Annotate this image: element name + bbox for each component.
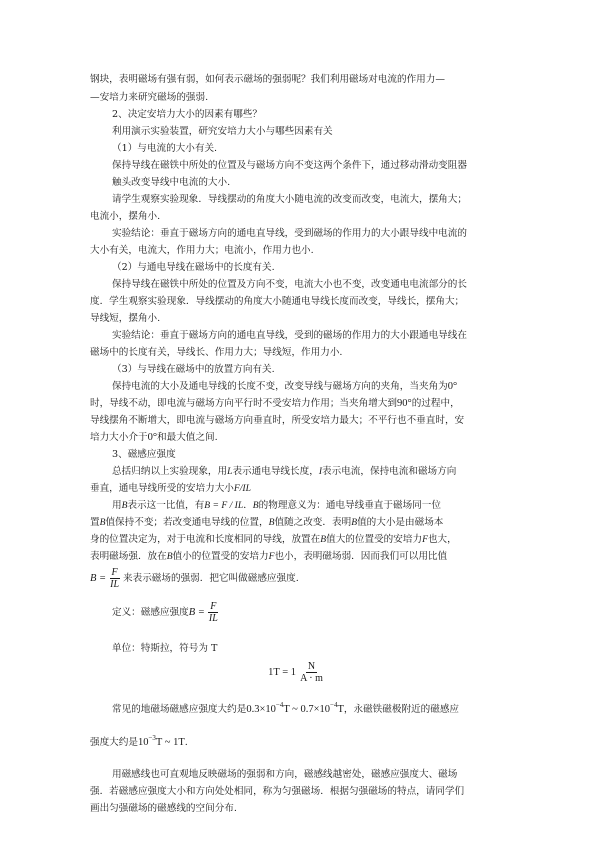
text-line <box>90 734 510 749</box>
text-run: 的过程中， <box>411 398 460 409</box>
math-var: B <box>351 517 358 528</box>
text-line: 度．学生观察实验现象．导线摆动的角度大小随通电导线长度而改变，导线长，摆角大； <box>90 296 465 307</box>
text-line: 钢块，表明磁场有强有弱，如何表示磁场的强弱呢？我们利用磁场对电流的作用力— <box>90 74 445 85</box>
text-line: 触头改变导线中电流的大小. <box>112 177 231 188</box>
equation-lhs-text: B = <box>188 607 205 618</box>
text-run: 也大， <box>427 534 457 545</box>
text-run: 来表示磁场的强弱．把它叫做磁感应强度. <box>123 573 299 584</box>
subheading: （1）与电流的大小有关. <box>112 143 218 154</box>
fraction <box>108 567 121 590</box>
text-line: 保持导线在磁铁中所处的位置及与磁场方向不变这两个条件下，通过移动滑动变阻器 <box>112 160 467 171</box>
math-value <box>137 734 185 748</box>
text-run: ，永磁铁磁极附近的磁感应 <box>343 704 460 715</box>
text-run: 身的位置决定为，对于电流和长度相同的导线，放置在 <box>90 534 321 545</box>
text-line: 画出匀强磁场的磁感线的空间分布. <box>90 803 237 814</box>
unit-line: 单位：特斯拉，符号为 T <box>112 643 218 654</box>
text-run: 定义：磁感应强度 <box>112 607 189 618</box>
math-value <box>246 701 344 715</box>
text-line: 导线短，摆角小. <box>90 313 161 324</box>
text-line <box>90 517 510 529</box>
section-heading: 3、磁感应强度 <box>112 449 176 460</box>
fraction <box>298 661 325 684</box>
fraction-numerator: F <box>210 601 217 612</box>
angle-value: 0° <box>447 381 458 392</box>
text-run: 培力大小介于 <box>90 432 148 443</box>
text-run: 总括归纳以上实验现象，用 <box>112 466 228 477</box>
text-run: 表示电流，保持电流和磁场方向 <box>322 466 457 477</box>
math-base: 10 <box>137 737 149 748</box>
text-run: 表示这一比值，有 <box>127 500 205 511</box>
text-run: 保持电流的大小及通电导线的长度不变，改变导线与磁场方向的夹角，当夹角为 <box>112 381 448 392</box>
math-unit: T ~ 1T <box>155 737 185 748</box>
text-line: 用磁感线也可直观地反映磁场的强弱和方向，磁感线越密处，磁感应强度大、磁场 <box>112 769 458 780</box>
equation-line <box>90 566 510 592</box>
text-run: 表示通电导线长度， <box>232 466 319 477</box>
math-exponent: −4 <box>275 701 284 709</box>
text-line: —安培力来研究磁场的强弱. <box>90 92 209 103</box>
text-line: 实验结论：垂直于磁场方向的通电直导线，受到磁场的作用力的大小跟导线中电流的 <box>112 228 467 239</box>
fraction-denominator: IL <box>208 613 218 624</box>
fraction-numerator: N <box>307 661 316 672</box>
math-var: B <box>166 551 173 562</box>
math-base: 0.3×10 <box>246 704 276 715</box>
text-line <box>90 483 510 495</box>
text-run: 表明磁场强．放在 <box>90 551 167 562</box>
math-var: L <box>227 466 233 477</box>
angle-value: 0° <box>147 432 158 443</box>
unit-equation-lhs: 1T = 1 <box>268 667 297 678</box>
text-run: 值小的位置受的安培力 <box>172 551 269 562</box>
text-run: 用 <box>112 500 122 511</box>
text-line <box>90 534 510 546</box>
math-var: B <box>252 500 259 511</box>
text-run: . <box>184 737 188 748</box>
math-var: B <box>99 517 106 528</box>
text-line <box>90 432 510 444</box>
text-run: 也小，表明磁场弱．因而我们可以用比值 <box>274 551 448 562</box>
math-var: B <box>320 534 327 545</box>
text-line: 磁场中的长度有关，导线长、作用力大；导线短，作用力小. <box>90 347 343 358</box>
angle-value: 90° <box>397 398 412 409</box>
unit-equation <box>0 660 595 686</box>
text-run: 常见的地磁场磁感应强度大约是 <box>112 704 247 715</box>
text-line <box>112 381 510 393</box>
math-base: T ~ 0.7×10 <box>283 704 331 715</box>
math-var: B <box>268 517 275 528</box>
fraction <box>207 601 220 624</box>
fraction-denominator: A · m <box>300 673 323 684</box>
text-run: ． <box>243 500 253 511</box>
text-line <box>112 466 510 478</box>
math-var: I <box>318 466 323 477</box>
text-run: 强度大约是 <box>90 737 138 748</box>
text-run: 和最大值之间. <box>157 432 218 443</box>
text-line <box>90 551 510 563</box>
equation-lhs <box>90 573 106 584</box>
text-run: 值随之改变．表明 <box>274 517 352 528</box>
math-exponent: −4 <box>330 701 338 709</box>
text-run: 垂直，通电导线所受的安培力大小 <box>90 483 234 494</box>
equation-lhs <box>189 607 205 618</box>
text-run: 值大的位置受的安培力 <box>326 534 423 545</box>
math-var: F <box>422 534 428 545</box>
definition-line <box>112 600 510 626</box>
text-line: 实验结论：垂直于磁场方向的通电直导线，受到的磁场的作用力的大小跟通电导线在 <box>112 330 467 341</box>
text-line <box>112 701 510 716</box>
text-line: 请学生观察实验现象．导线摆动的角度大小随电流的改变而改变，电流大，摆角大； <box>112 194 467 205</box>
text-line: 强．若磁感应强度大小和方向处处相同，称为匀强磁场．根据匀强磁场的特点，请同学们 <box>90 786 465 797</box>
text-line: 电流小，摆角小. <box>90 211 161 222</box>
text-run: 的物理意义为：通电导线垂直于磁场同一位 <box>258 500 441 511</box>
text-line <box>90 398 510 410</box>
subheading: （3）与导线在磁场中的放置方向有关. <box>112 364 275 375</box>
subheading: （2）与通电导线在磁场中的长度有关. <box>112 262 275 273</box>
text-run: 时，导线不动，即电流与磁场方向平行时不受安培力作用；当夹角增大到 <box>90 398 397 409</box>
section-heading: 2、决定安培力大小的因素有哪些？ <box>112 109 263 120</box>
text-line: 导线摆角不断增大，即电流与磁场方向垂直时，所受安培力最大；不平行也不垂直时，安 <box>90 415 465 426</box>
text-line <box>112 500 510 512</box>
text-line: 大小有关，电流大，作用力大；电流小，作用力也小. <box>90 245 314 256</box>
text-run: 值保持不变；若改变通电导线的位置， <box>105 517 269 528</box>
fraction-numerator: F <box>111 567 118 578</box>
text-run: 值的大小是由磁场本 <box>357 517 444 528</box>
fraction-denominator: IL <box>110 579 120 590</box>
math-unit: T <box>337 704 344 715</box>
text-line: 利用演示实验装置，研究安培力大小与哪些因素有关 <box>112 126 333 137</box>
math-exponent: −3 <box>148 734 156 742</box>
math-expr: F/IL <box>233 483 251 494</box>
math-expr: B = F / IL <box>204 500 244 511</box>
text-run: 置 <box>90 517 100 528</box>
math-var: F <box>268 551 275 562</box>
math-var: B <box>121 500 128 511</box>
text-line: 保持导线在磁铁中所处的位置及方向不变，电流大小也不变，改变通电电流部分的长 <box>112 279 467 290</box>
equation-lhs-text: B = <box>90 573 107 584</box>
